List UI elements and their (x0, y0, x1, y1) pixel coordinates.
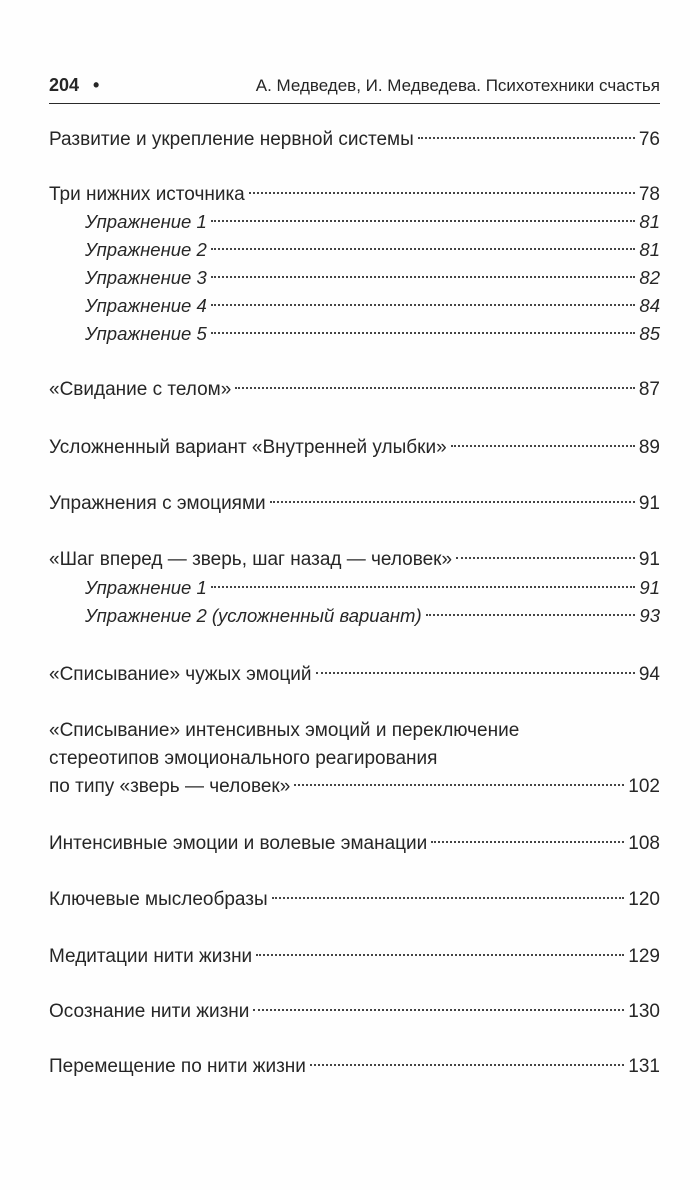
toc-subentry-page: 85 (639, 323, 660, 344)
header-bullet: • (93, 75, 100, 95)
dot-leader (211, 304, 636, 306)
toc-entry-page: 76 (638, 129, 660, 150)
dot-leader (256, 954, 624, 956)
dot-leader (235, 387, 635, 389)
toc-entry-page: 120 (628, 889, 660, 910)
toc-subentry (85, 320, 660, 348)
toc-entry (49, 943, 660, 971)
dot-leader (431, 841, 624, 843)
toc-subentry (85, 292, 660, 320)
toc-subentry-title: Упражнение 5 (85, 323, 207, 344)
toc-subentry (85, 602, 660, 630)
dot-leader (316, 672, 635, 674)
dot-leader (249, 192, 635, 194)
dot-leader (211, 586, 636, 588)
toc-entry-title: «Свидание с телом» (49, 379, 232, 400)
toc-subentry (85, 264, 660, 292)
toc-entry-page: 78 (638, 184, 660, 205)
toc-entry (49, 830, 660, 858)
toc-entry (49, 773, 660, 801)
dot-leader (211, 248, 636, 250)
dot-leader (451, 445, 635, 447)
toc-entry-title: по типу «зверь — человек» (49, 776, 291, 797)
toc-entry-title: Медитации нити жизни (49, 946, 253, 967)
toc-entry-page: 129 (628, 946, 660, 967)
toc-subentry-page: 84 (639, 295, 660, 316)
toc-entry (49, 376, 660, 404)
toc-entry-page: 131 (628, 1056, 660, 1077)
dot-leader (272, 897, 625, 899)
toc-entry-title: Ключевые мыслеобразы (49, 889, 268, 910)
toc-entry-line: стереотипов эмоционального реагирования (49, 748, 438, 769)
toc-entry (49, 998, 660, 1026)
toc-subentry (85, 574, 660, 602)
toc-entry (49, 1053, 660, 1081)
toc-entry-line: «Списывание» интенсивных эмоций и переключение (49, 720, 520, 741)
toc-entry-title: Упражнения с эмоциями (49, 493, 266, 514)
toc-subentry-page: 91 (639, 577, 660, 598)
toc-entry-page: 108 (628, 833, 660, 854)
toc-subentry-page: 81 (639, 211, 660, 232)
dot-leader (418, 137, 635, 139)
dot-leader (270, 501, 635, 503)
toc-entry (49, 886, 660, 914)
toc-entry-page: 91 (638, 493, 660, 514)
toc-entry (49, 434, 660, 462)
dot-leader (211, 332, 636, 334)
toc-entry-title: «Списывание» чужых эмоций (49, 664, 312, 685)
toc-subentry (85, 208, 660, 236)
dot-leader (211, 276, 636, 278)
toc-entry-title: Перемещение по нити жизни (49, 1056, 306, 1077)
toc-subentry-page: 81 (639, 239, 660, 260)
dot-leader (294, 784, 624, 786)
toc-subentry (85, 236, 660, 264)
toc-entry-page: 89 (638, 437, 660, 458)
toc-subentry-title: Упражнение 2 (85, 239, 207, 260)
toc-entry-page: 102 (628, 776, 660, 797)
toc-subentry-page: 93 (639, 605, 660, 626)
toc-subentry-title: Упражнение 3 (85, 267, 207, 288)
dot-leader (310, 1064, 624, 1066)
toc-entry (49, 661, 660, 689)
toc-entry (49, 181, 660, 209)
toc-subentry-title: Упражнение 1 (85, 577, 207, 598)
toc-entry-title: Осознание нити жизни (49, 1001, 250, 1022)
page-number: 204 (49, 75, 80, 95)
dot-leader (426, 614, 636, 616)
toc-subentry-title: Упражнение 4 (85, 295, 207, 316)
toc-entry-page: 91 (638, 549, 660, 570)
toc-entry-title: Усложненный вариант «Внутренней улыбки» (49, 437, 447, 458)
toc-entry-title: Интенсивные эмоции и волевые эманации (49, 833, 428, 854)
toc-entry (49, 490, 660, 518)
running-header (49, 74, 660, 96)
toc-entry-page: 130 (628, 1001, 660, 1022)
toc-subentry-page: 82 (639, 267, 660, 288)
toc-entry (49, 546, 660, 574)
header-rule (49, 103, 660, 104)
toc-entry (49, 126, 660, 154)
toc-subentry-title: Упражнение 1 (85, 211, 207, 232)
toc-entry-title: Развитие и укрепление нервной системы (49, 129, 414, 150)
toc-entry-title: Три нижних источника (49, 184, 245, 205)
dot-leader (253, 1009, 624, 1011)
toc-entry-title: «Шаг вперед — зверь, шаг назад — человек» (49, 549, 453, 570)
dot-leader (211, 220, 636, 222)
toc-subentry-title: Упражнение 2 (усложненный вариант) (85, 605, 422, 626)
toc-entry-page: 87 (638, 379, 660, 400)
dot-leader (456, 557, 635, 559)
running-title: А. Медведев, И. Медведева. Психотехники счастья (255, 76, 660, 95)
toc-entry-page: 94 (638, 664, 660, 685)
